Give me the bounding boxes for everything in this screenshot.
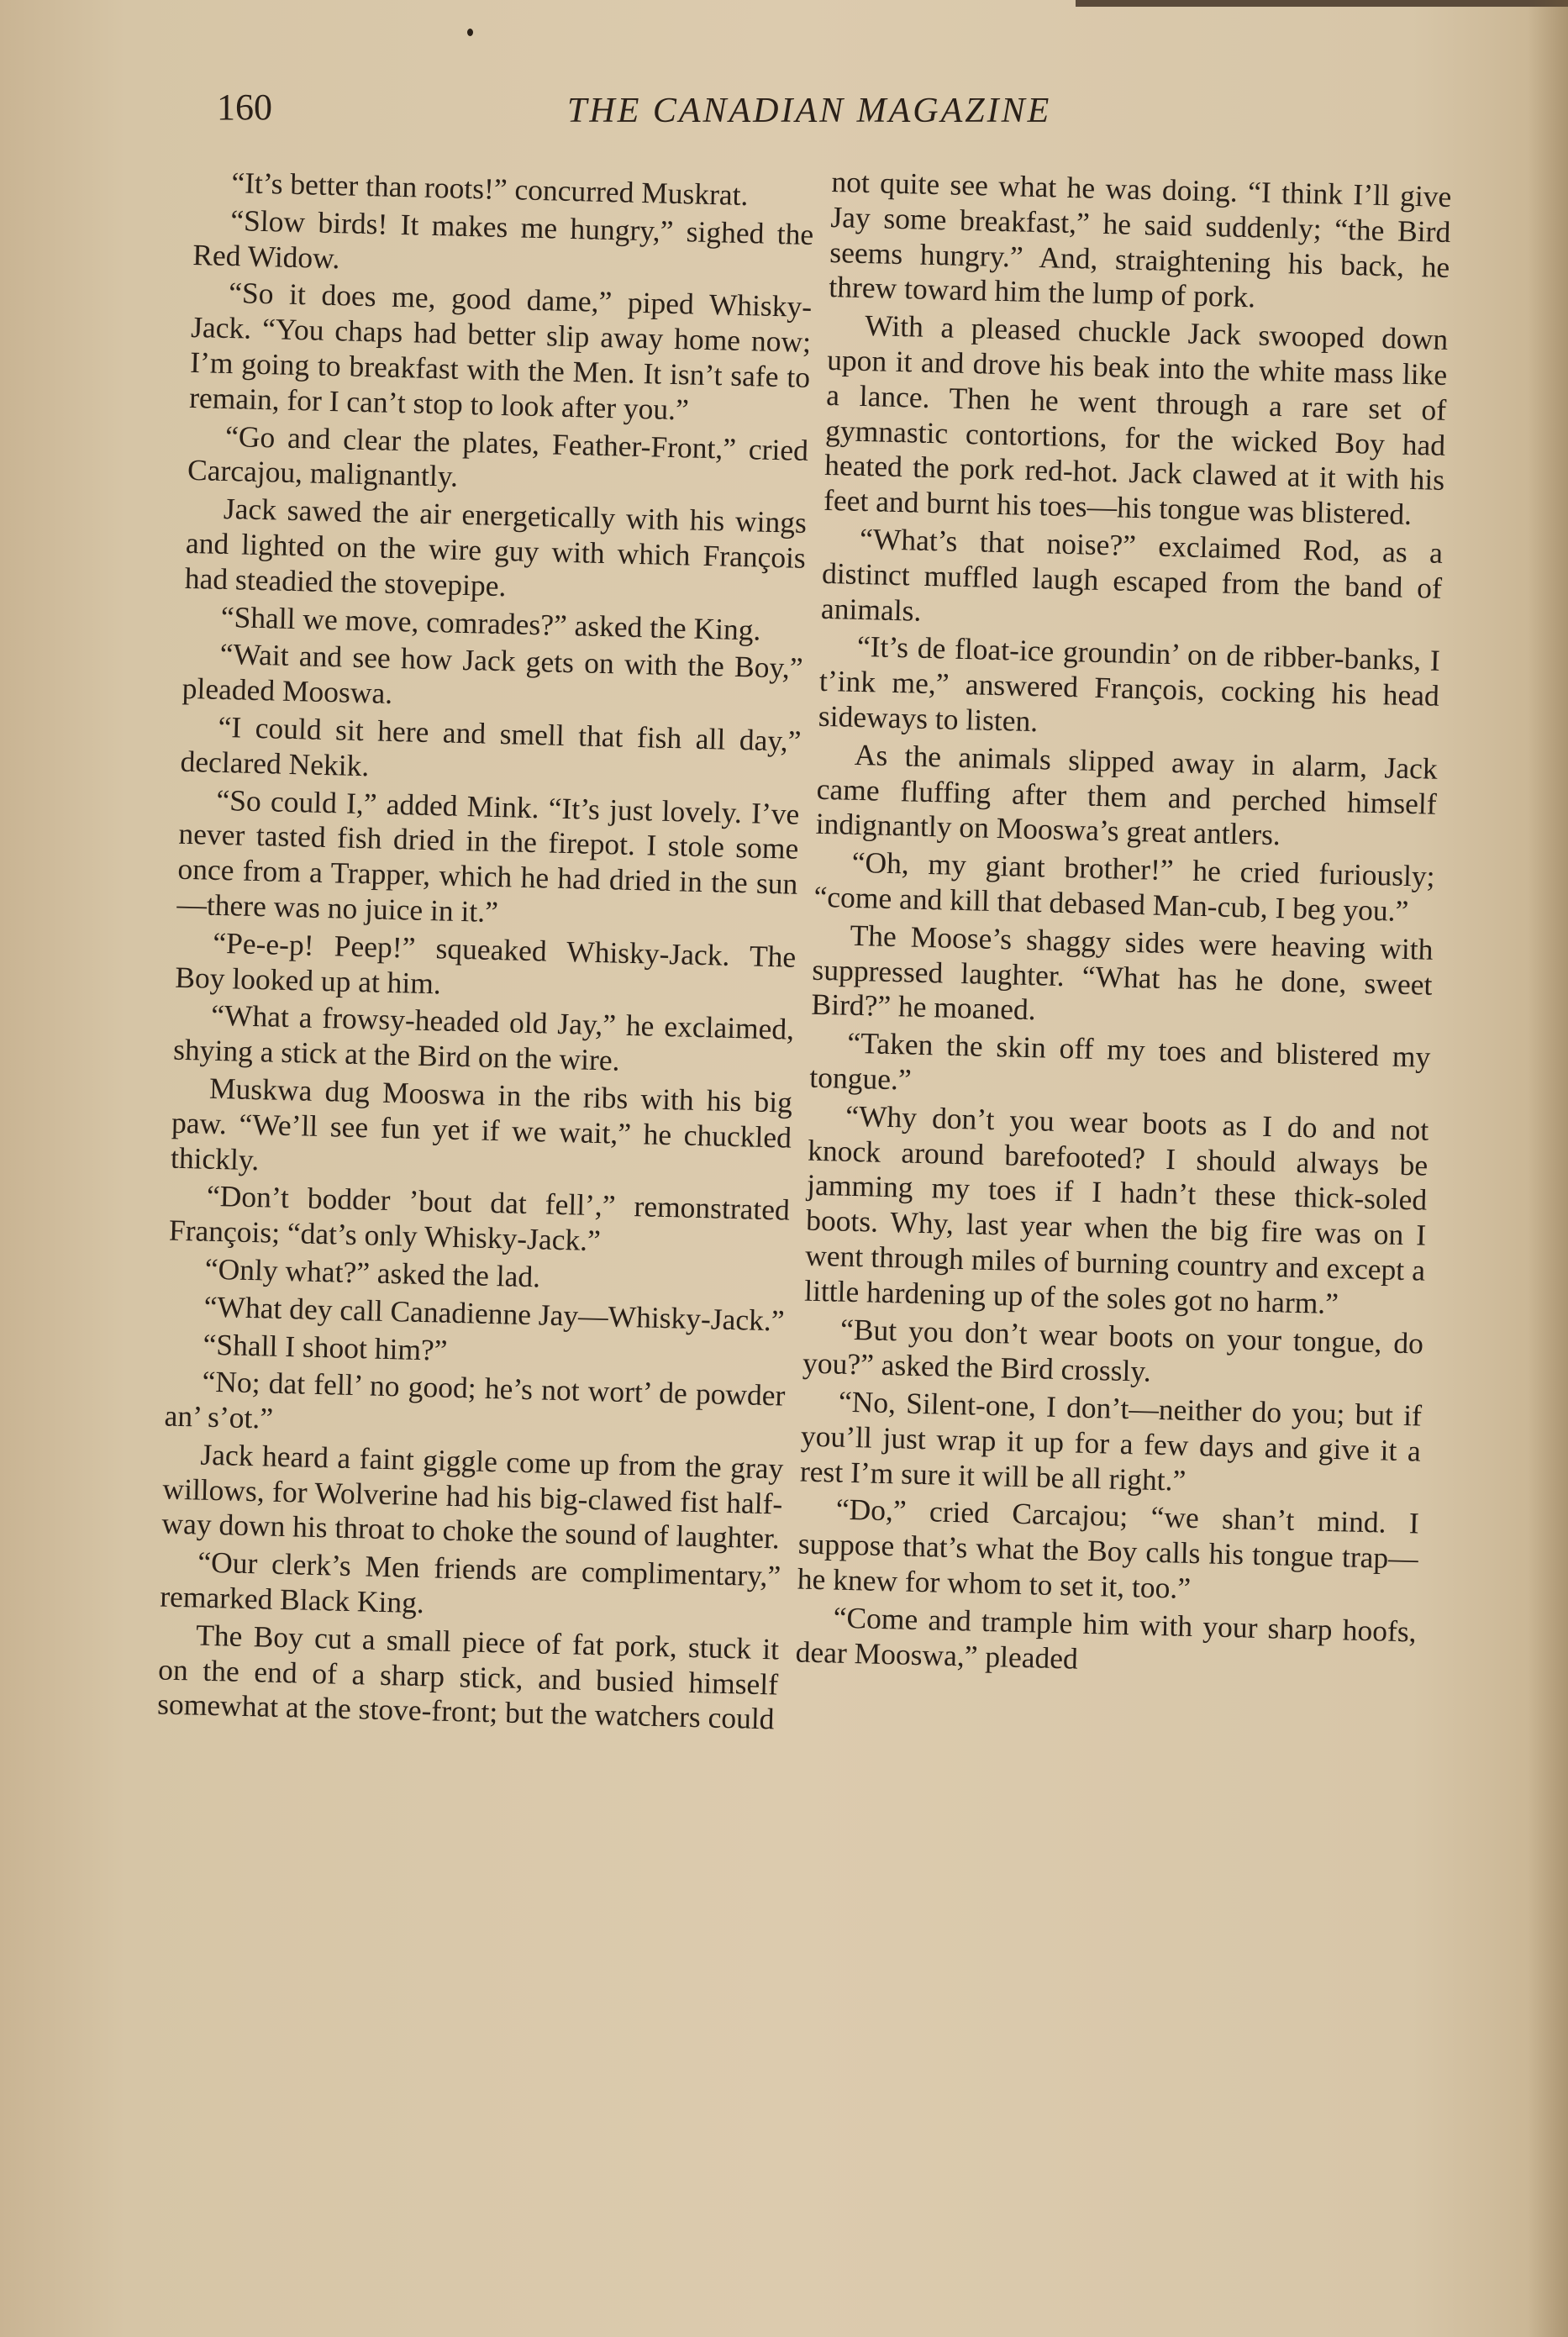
paragraph: “Slow birds! It makes me hungry,” sighed the Red Widow. [192,203,814,275]
paragraph: “Shall I shoot him?” [203,1327,448,1367]
paragraph: “So could I,” added Mink. “It’s just lovely. I’ve never tasted fish dried in the firepot. I stole some once from a Trapper, which he had dried in the sun—there was no juice in it.” [176,782,800,929]
page-edge-shadow [1076,0,1568,7]
paragraph: “Why don’t you wear boots as I do and not knock around barefooted? I should always be jamming my toes if I hadn’t these thick-soled boots. Why, last year when the big fire was on I went through miles of burning country and except a little hardening up of the soles got no harm.” [803,1098,1429,1320]
paragraph: “Don’t bodder ’bout dat fell’,” remonstrated François; “dat’s only Whisky-Jack.” [168,1179,791,1258]
paragraph: “No; dat fell’ no good; he’s not wort’ de powder an’ s’ot.” [164,1364,786,1435]
paragraph: “Only what?” asked the lad. [204,1251,541,1294]
paragraph: Jack heard a faint giggle come up from the gray willows, for Wolverine had his big-clawed fist half-way down his throat to choke the sound of laughter. [160,1437,784,1555]
paragraph: With a pleased chuckle Jack swooped down upon it and drove his beak into the white mass like a lance. Then he went through a rare set of gymnastic contortions, for the wicked Boy had heated the pork red-hot. Jack clawed at it with his feet and burnt his toes—his tongue was blistered. [823,308,1449,532]
paragraph: The Moose’s shaggy sides were heaving with suppressed laughter. “What has he done, sweet Bird?” he moaned. [811,918,1434,1027]
binding-shadow [1528,0,1568,2337]
paragraph: Jack sawed the air energetically with his wings and lighted on the wire guy with which François had steadied the stovepipe. [184,492,808,603]
paragraph: “But you don’t wear boots on your tongue, do you?” asked the Bird crossly. [802,1312,1424,1388]
page-header [210,82,1471,141]
paragraph: Muskwa dug Mooswa in the ribs with his big paw. “We’ll see fun yet if we wait,” he chuckled thickly. [170,1071,793,1176]
paragraph: “I could sit here and smell that fish all day,” declared Nekik. [180,709,802,783]
paragraph: “What’s that noise?” exclaimed Rod, as a distinct muffled laugh escaped from the band of animals. [820,521,1444,628]
print-speck [467,29,473,36]
paragraph: “No, Silent-one, I don’t—neither do you; but if you’ll just wrap it up for a few days and give it a rest I’m sure it will be all right.” [799,1384,1423,1497]
running-head: THE CANADIAN MAGAZINE [567,92,1052,130]
paragraph: “So it does me, good dame,” piped Whisky-Jack. “You chaps had better slip away home now; I’m going to breakfast with the Men. It isn’t safe to remain, for I can’t stop to look after you.” [188,276,813,427]
paragraph: “It’s better than roots!” concurred Muskrat. [231,166,749,213]
paragraph: “Come and trample him with your sharp hoofs, dear Mooswa,” pleaded [795,1600,1418,1676]
paragraph: “Oh, my giant brother!” he cried furiously; “come and kill that debased Man-cub, I beg you.” [813,845,1436,928]
left-column [157,165,815,1740]
paragraph: “Pe-e-p! Peep!” squeaked Whisky-Jack. The Boy looked up at him. [174,925,797,1000]
page-number: 160 [217,87,272,128]
right-column [795,165,1452,1687]
paragraph: “Taken the skin off my toes and blistered my tongue.” [808,1025,1431,1097]
paragraph: “What dey call Canadienne Jay—Whisky-Jack.” [203,1289,786,1338]
paragraph: “Our clerk’s Men friends are complimentary,” remarked Black King. [159,1545,781,1620]
paragraph: “Wait and see how Jack gets on with the Boy,” pleaded Mooswa. [182,637,804,711]
paragraph: “Do,” cried Carcajou; “we shan’t mind. I suppose that’s what the Boy calls his tongue trap—he knew for whom to set it, too.” [797,1492,1420,1606]
paragraph-continuation: not quite see what he was doing. “I think I’ll give Jay some breakfast,” he said suddenly; “the Bird seems hungry.” And, straightening his back, he threw toward him the lump of pork. [828,165,1452,314]
paragraph: As the animals slipped away in alarm, Jack came fluffing after them and perched himself indignantly on Mooswa’s great antlers. [815,737,1439,852]
paragraph: “Shall we move, comrades?” asked the King. [220,599,761,647]
paragraph: The Boy cut a small piece of fat pork, stuck it on the end of a sharp stick, and busied himself somewhat at the stove-front; but the watchers could [156,1618,780,1736]
paragraph: “It’s de float-ice groundin’ on de ribber-banks, I t’ink me,” answered François, cocking his head sideways to listen. [818,629,1441,739]
paragraph: “Go and clear the plates, Feather-Front,” cried Carcajou, malignantly. [187,418,809,494]
paragraph: “What a frowsy-headed old Jay,” he exclaimed, shying a stick at the Bird on the wire. [172,998,795,1077]
